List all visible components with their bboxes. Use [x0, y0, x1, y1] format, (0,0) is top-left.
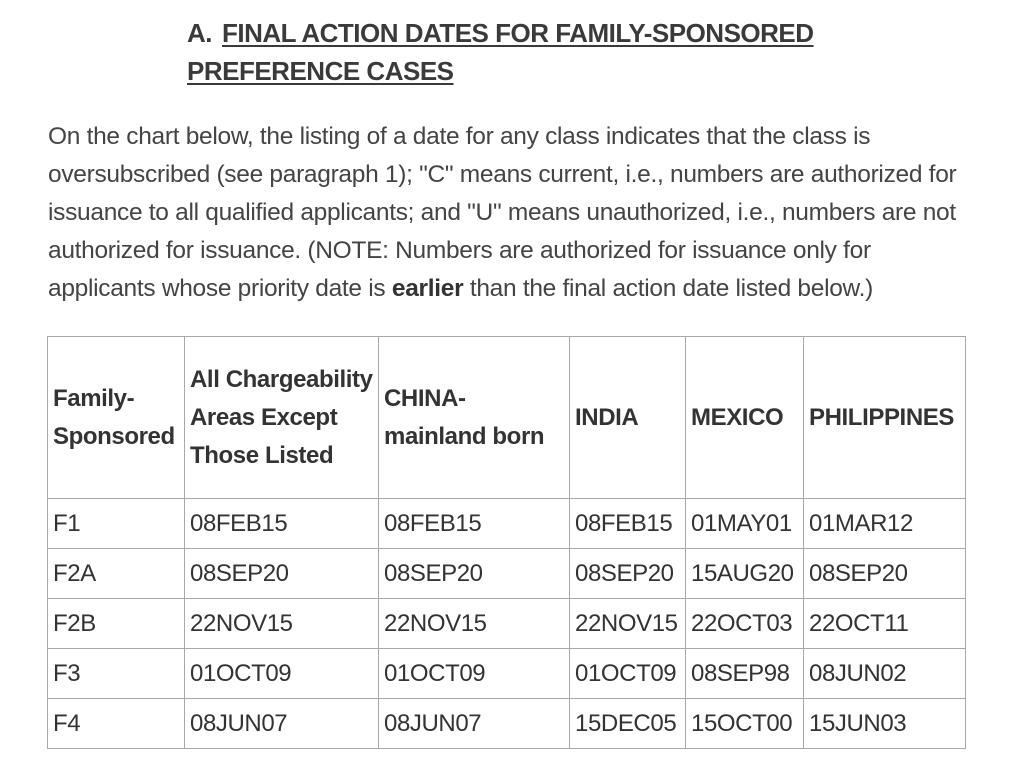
- cell-india: 08SEP20: [570, 549, 686, 599]
- section-title: FINAL ACTION DATES FOR FAMILY-SPONSORED PREFERENCE CASES: [187, 18, 814, 86]
- header-philippines: PHILIPPINES: [804, 337, 966, 499]
- header-all-chargeability: All Chargeability Areas Except Those Listed: [185, 337, 379, 499]
- intro-text-part1: On the chart below, the listing of a date for any class indicates that the class is oversubscribed (see paragraph 1); "C" means current, i.e., numbers are authorized for issuance to all qualified applicants; and "U" means unauthorized, i.e., numbers are not authorized for issuance. (NOTE: Numbers are authorized for issuance only for applicants whose priority date is: [48, 123, 957, 302]
- cell-philippines: 08SEP20: [804, 549, 966, 599]
- cell-china: 08FEB15: [379, 499, 570, 549]
- cell-china: 22NOV15: [379, 599, 570, 649]
- row-category: F4: [48, 699, 185, 749]
- cell-mexico: 22OCT03: [686, 599, 804, 649]
- row-category: F2A: [48, 549, 185, 599]
- header-mexico: MEXICO: [686, 337, 804, 499]
- table-row: [48, 699, 966, 749]
- intro-paragraph: [48, 118, 978, 308]
- header-india: INDIA: [570, 337, 686, 499]
- cell-india: 01OCT09: [570, 649, 686, 699]
- cell-india: 15DEC05: [570, 699, 686, 749]
- cell-china: 08JUN07: [379, 699, 570, 749]
- cell-philippines: 08JUN02: [804, 649, 966, 699]
- row-category: F2B: [48, 599, 185, 649]
- cell-all-chargeability: 08SEP20: [185, 549, 379, 599]
- section-letter: A.: [187, 18, 212, 48]
- cell-philippines: 22OCT11: [804, 599, 966, 649]
- header-row: [48, 337, 966, 499]
- cell-china: 08SEP20: [379, 549, 570, 599]
- cell-all-chargeability: 22NOV15: [185, 599, 379, 649]
- cell-china: 01OCT09: [379, 649, 570, 699]
- table-header: [48, 337, 966, 499]
- cell-all-chargeability: 08JUN07: [185, 699, 379, 749]
- section-heading: [187, 14, 947, 90]
- cell-philippines: 01MAR12: [804, 499, 966, 549]
- cell-mexico: 15AUG20: [686, 549, 804, 599]
- cell-all-chargeability: 08FEB15: [185, 499, 379, 549]
- cell-all-chargeability: 01OCT09: [185, 649, 379, 699]
- intro-text-part2: than the final action date listed below.): [463, 275, 873, 302]
- intro-emphasis: earlier: [391, 275, 464, 302]
- cell-india: 08FEB15: [570, 499, 686, 549]
- final-action-dates-table: [47, 336, 966, 749]
- table-row: [48, 549, 966, 599]
- cell-mexico: 08SEP98: [686, 649, 804, 699]
- table-row: [48, 599, 966, 649]
- row-category: F3: [48, 649, 185, 699]
- table-body: [48, 499, 966, 749]
- header-china: CHINA-mainland born: [379, 337, 570, 499]
- cell-mexico: 01MAY01: [686, 499, 804, 549]
- table-row: [48, 499, 966, 549]
- cell-philippines: 15JUN03: [804, 699, 966, 749]
- header-family-sponsored: Family-Sponsored: [48, 337, 185, 499]
- cell-mexico: 15OCT00: [686, 699, 804, 749]
- table-row: [48, 649, 966, 699]
- cell-india: 22NOV15: [570, 599, 686, 649]
- row-category: F1: [48, 499, 185, 549]
